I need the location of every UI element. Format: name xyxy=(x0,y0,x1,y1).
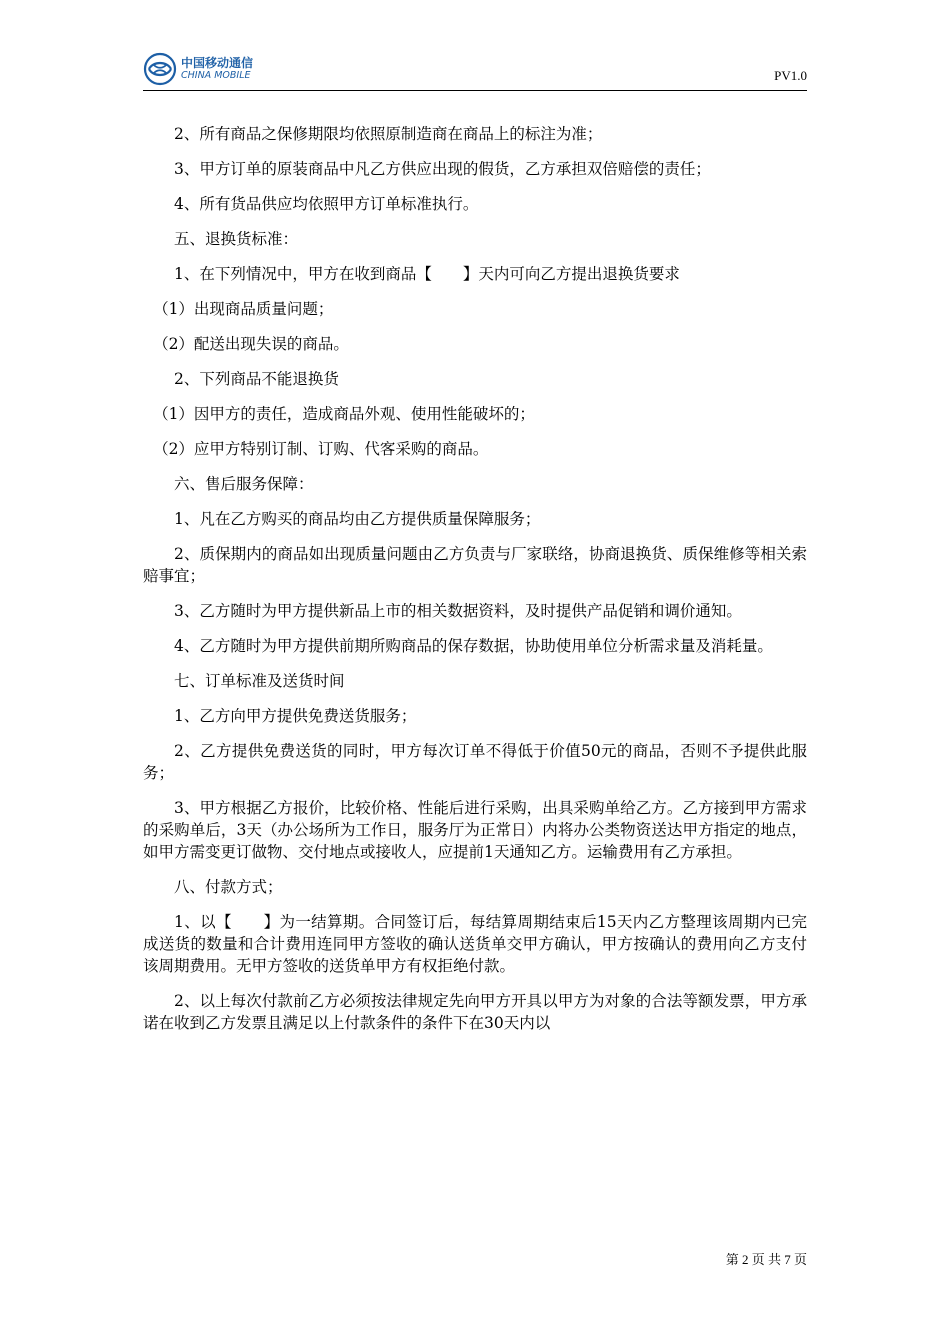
section-heading: 五、退换货标准： xyxy=(174,230,299,248)
page-number: 第 2 页 共 7 页 xyxy=(725,1252,807,1267)
paragraph: 1、乙方向甲方提供免费送货服务； xyxy=(174,707,417,725)
paragraph: 1、以【 】为一结算期。合同签订后，每结算周期结束后15天内乙方整理该周期内已完成送货的数量和合计费用连同甲方签收的确认送货单交甲方确认，甲方按确认的费用向乙方支付该周期费用。无甲方签收的送货单甲方有权拒绝付款。 xyxy=(143,913,807,975)
logo-chinese-name: 中国移动通信 xyxy=(181,56,254,71)
paragraph: 4、乙方随时为甲方提供前期所购商品的保存数据，协助使用单位分析需求量及消耗量。 xyxy=(174,637,773,655)
section-heading: 七、订单标准及送货时间 xyxy=(174,672,345,690)
list-item: （1）因甲方的责任，造成商品外观、使用性能破坏的； xyxy=(153,405,535,423)
paragraph: 3、甲方根据乙方报价，比较价格、性能后进行采购，出具采购单给乙方。乙方接到甲方需求的采购单后，3天（办公场所为工作日，服务厅为正常日）内将办公类物资送达甲方指定的地点，如甲方需变更订做物、交付地点或接收人，应提前1天通知乙方。运输费用有乙方承担。 xyxy=(143,799,807,861)
list-item: （2）应甲方特别订制、订购、代客采购的商品。 xyxy=(153,440,489,458)
paragraph: 2、下列商品不能退换货 xyxy=(174,370,339,388)
paragraph: 4、所有货品供应均依照甲方订单标准执行。 xyxy=(174,195,479,213)
paragraph: 2、以上每次付款前乙方必须按法律规定先向甲方开具以甲方为对象的合法等额发票，甲方承诺在收到乙方发票且满足以上付款条件的条件下在30天内以 xyxy=(143,992,807,1032)
paragraph: 2、乙方提供免费送货的同时，甲方每次订单不得低于价值50元的商品，否则不予提供此服务； xyxy=(143,742,807,782)
paragraph: 1、凡在乙方购买的商品均由乙方提供质量保障服务； xyxy=(174,510,541,528)
list-item: （2）配送出现失误的商品。 xyxy=(153,335,349,353)
paragraph: 1、在下列情况中，甲方在收到商品【 】天内可向乙方提出退换货要求 xyxy=(174,265,680,283)
paragraph: 2、所有商品之保修期限均依照原制造商在商品上的标注为准； xyxy=(174,125,603,143)
logo-english-name: CHINA MOBILE xyxy=(181,70,251,82)
china-mobile-logo-icon xyxy=(143,52,177,86)
document-version: PV1.0 xyxy=(774,68,807,83)
paragraph: 2、质保期内的商品如出现质量问题由乙方负责与厂家联络，协商退换货、质保维修等相关索赔事宜； xyxy=(143,545,807,585)
list-item: （1）出现商品质量问题； xyxy=(153,300,334,318)
document-body xyxy=(143,123,807,1034)
china-mobile-logo xyxy=(143,52,253,86)
paragraph: 3、甲方订单的原装商品中凡乙方供应出现的假货，乙方承担双倍赔偿的责任； xyxy=(174,160,711,178)
page-header xyxy=(143,50,807,91)
paragraph: 3、乙方随时为甲方提供新品上市的相关数据资料，及时提供产品促销和调价通知。 xyxy=(174,602,742,620)
section-heading: 六、售后服务保障： xyxy=(174,475,314,493)
section-heading: 八、付款方式； xyxy=(174,878,283,896)
